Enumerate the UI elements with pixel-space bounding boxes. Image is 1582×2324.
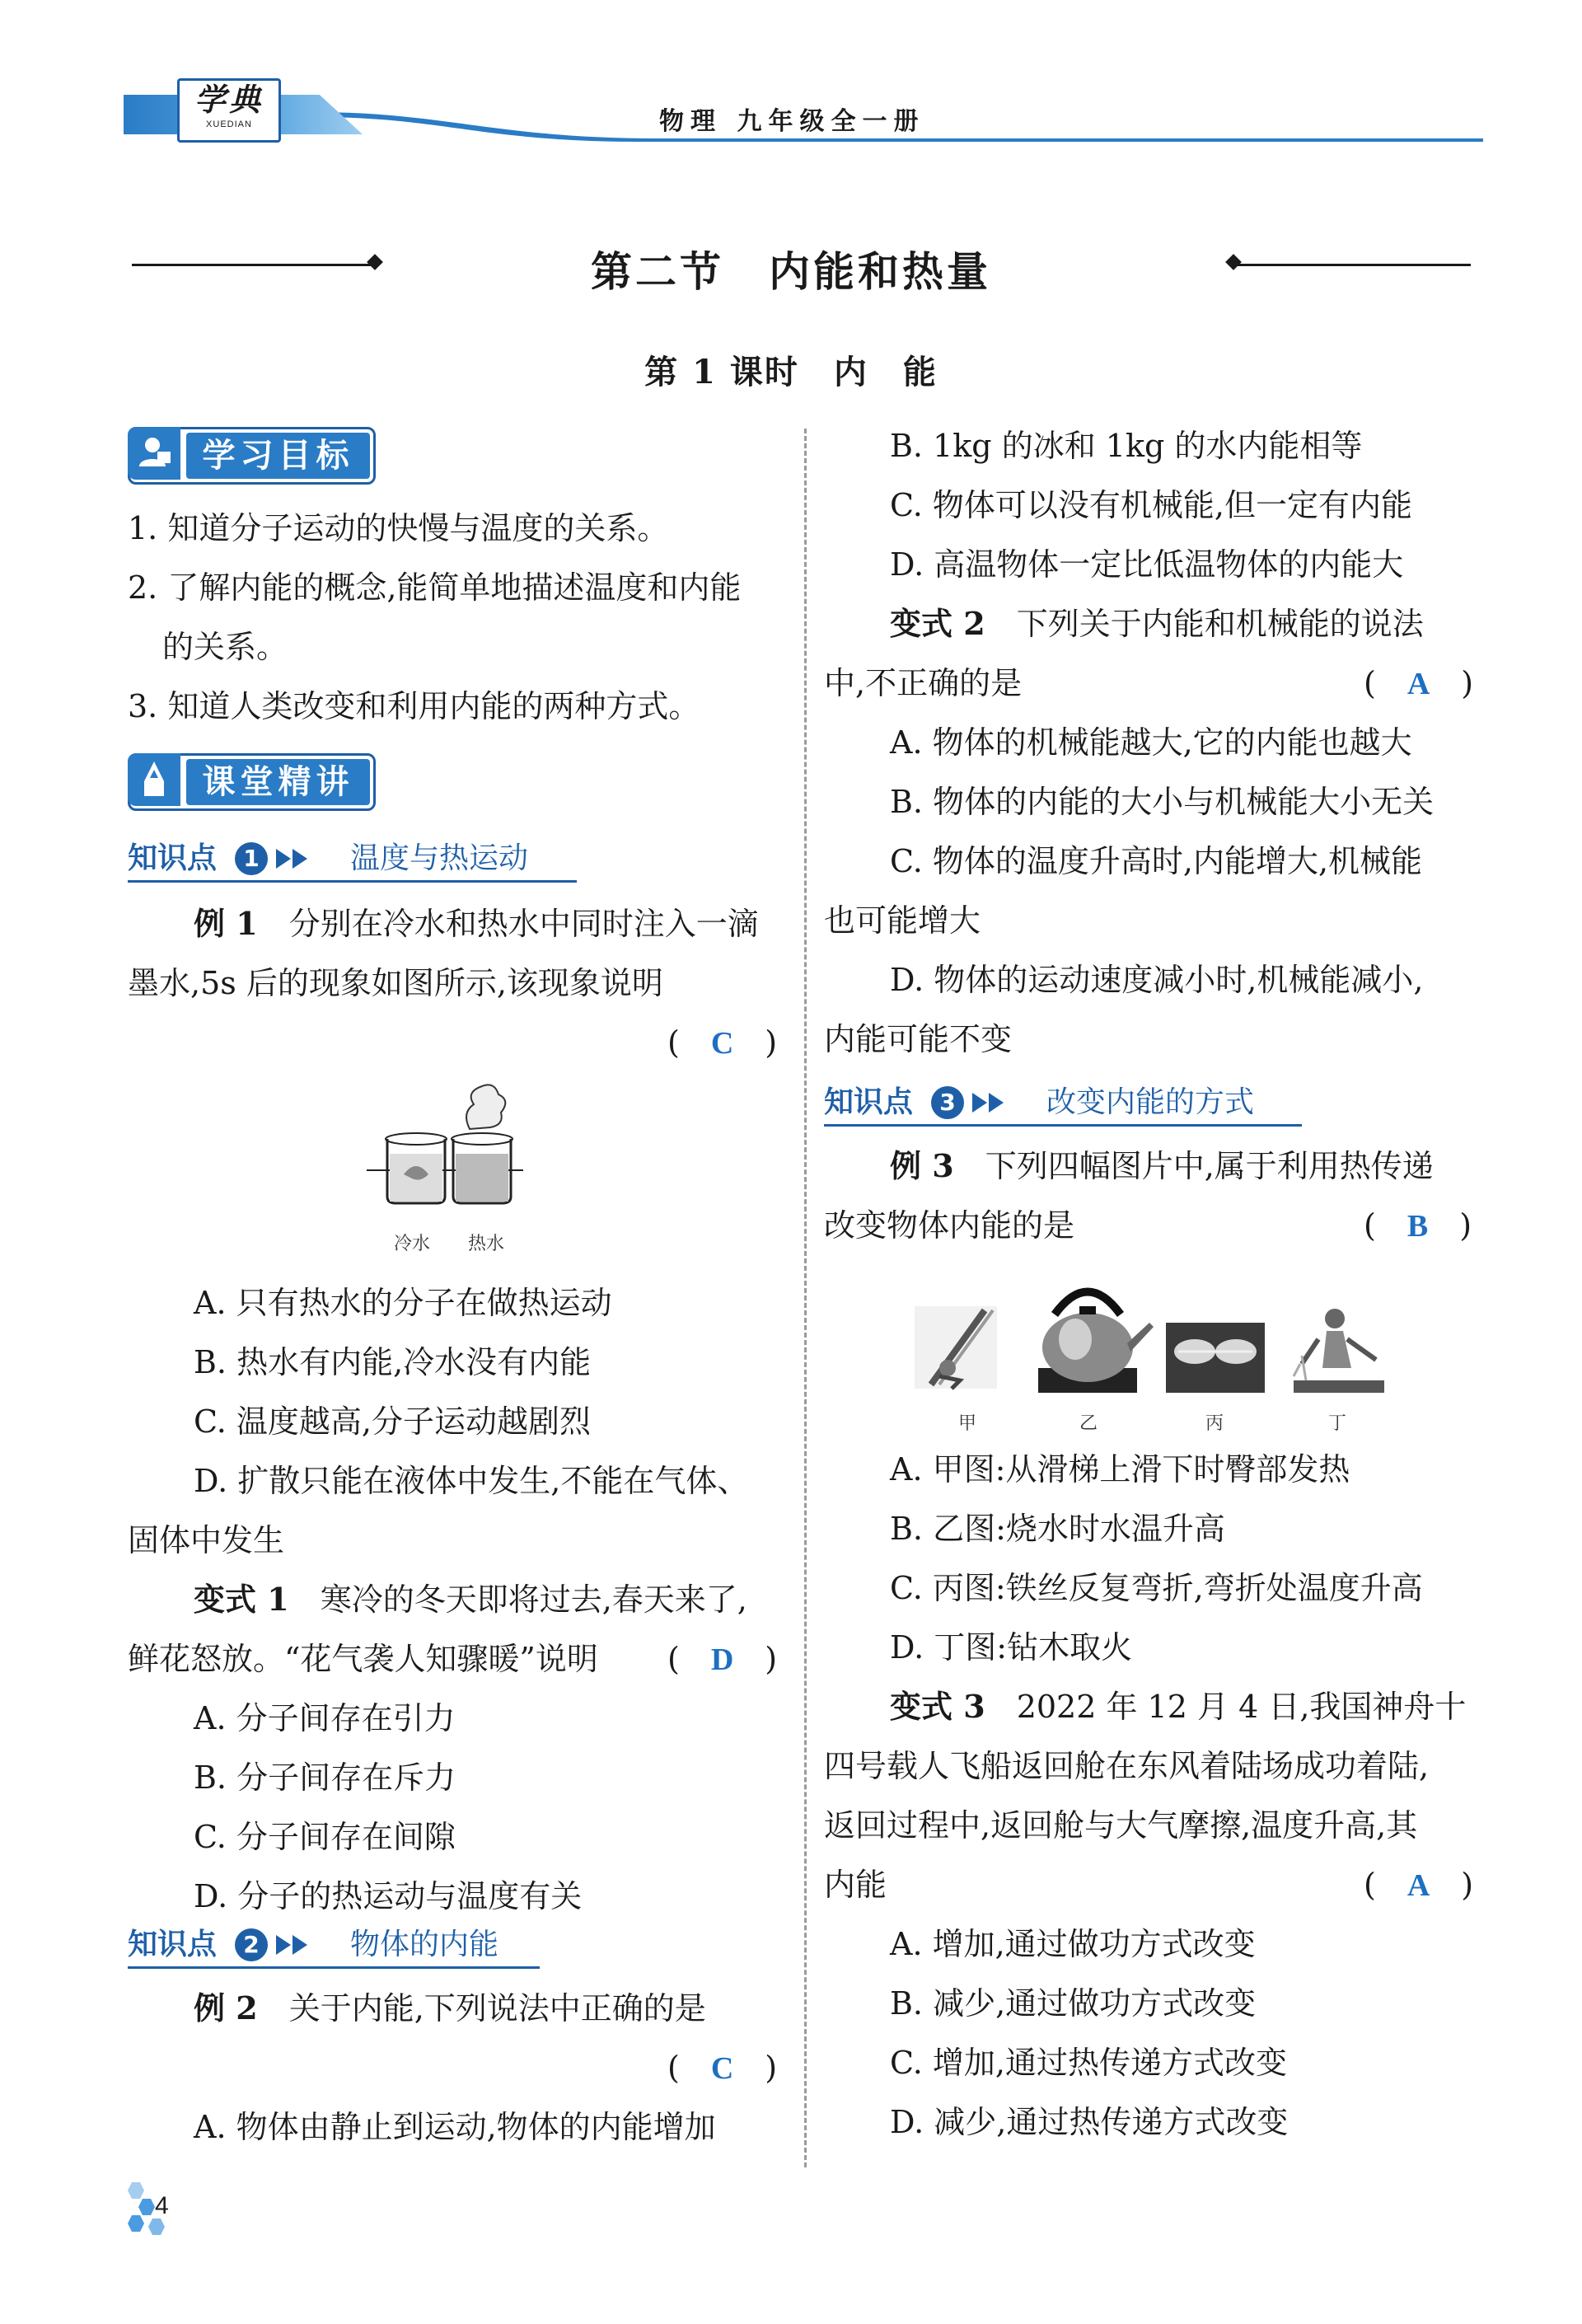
option-item: A. 甲图:从滑梯上滑下时臀部发热 (890, 1451, 1350, 1488)
logo-subtext: XUEDIAN (206, 119, 252, 129)
option-item: B. 物体的内能的大小与机械能大小无关 (890, 784, 1435, 820)
variant-3-stem-cont: 返回过程中,返回舱与大气摩擦,温度升高,其 (824, 1807, 1418, 1844)
kp-title: 温度与热运动 (350, 841, 529, 875)
example-2-stem: 例 2 关于内能,下列说法中正确的是 (194, 1989, 706, 2026)
option-item: C. 温度越高,分子运动越剧烈 (194, 1403, 591, 1440)
beakers-diagram (363, 1080, 527, 1228)
example-3-stem: 例 3 下列四幅图片中,属于利用热传递 (890, 1147, 1434, 1184)
variant-2-stem: 变式 2 下列关于内能和机械能的说法 (890, 605, 1424, 642)
option-item: D. 分子的热运动与温度有关 (194, 1878, 583, 1914)
example-1-stem: 例 1 分别在冷水和热水中同时注入一滴 (194, 905, 759, 942)
option-item: C. 分子间存在间隙 (194, 1819, 456, 1855)
column-divider (804, 429, 807, 2167)
option-item-continued: 内能可能不变 (824, 1021, 1013, 1057)
four-pictures-figure (915, 1273, 1392, 1405)
objective-item: 2. 了解内能的概念,能简单地描述温度和内能 (128, 569, 742, 606)
hex-decoration (148, 2219, 165, 2235)
page-number: 4 (155, 2192, 169, 2219)
hex-decoration (128, 2182, 144, 2199)
variant-1-stem: 变式 1 寒冷的冬天即将过去,春天来了, (194, 1581, 747, 1618)
kp-title: 改变内能的方式 (1046, 1085, 1255, 1119)
example-1-stem-cont: 墨水,5s 后的现象如图所示,该现象说明 (128, 965, 663, 1001)
objectives-label: 学习目标 (186, 433, 370, 479)
option-item: A. 分子间存在引力 (194, 1700, 456, 1736)
double-arrow-icon (971, 1091, 1009, 1114)
variant-1-stem-cont: 鲜花怒放。“花气袭人知骤暖”说明 (128, 1641, 598, 1677)
option-item: B. 减少,通过做功方式改变 (890, 1985, 1257, 2022)
double-arrow-icon (274, 847, 312, 870)
drilling-wood-picture (1294, 1309, 1384, 1393)
hex-decoration (128, 2215, 144, 2232)
double-arrow-icon (274, 1933, 312, 1956)
figure-label-cold-water: 冷水 (394, 1234, 431, 1254)
option-item: B. 分子间存在斥力 (194, 1759, 456, 1796)
bending-wire-picture (1166, 1323, 1265, 1393)
option-item: D. 减少,通过热传递方式改变 (890, 2104, 1289, 2140)
option-item: B. 1kg 的冰和 1kg 的水内能相等 (890, 428, 1363, 464)
example-1-answer: ( C ) (667, 1024, 778, 1061)
objective-item: 3. 知道人类改变和利用内能的两种方式。 (128, 688, 700, 724)
pencil-icon (128, 753, 180, 806)
option-item: A. 增加,通过做功方式改变 (890, 1926, 1256, 1962)
option-item: D. 扩散只能在液体中发生,不能在气体、 (194, 1463, 749, 1499)
figure-label-bing: 丙 (1205, 1413, 1224, 1434)
figure-label-jia: 甲 (958, 1413, 977, 1434)
kp-number-badge: 3 (931, 1086, 964, 1119)
kp-number-badge: 2 (235, 1928, 268, 1961)
knowledge-point-2-heading (128, 1925, 540, 1969)
kp-title: 物体的内能 (350, 1928, 499, 1961)
objective-item: 1. 知道分子运动的快慢与温度的关系。 (128, 510, 669, 546)
variant-2-stem-cont: 中,不正确的是 (824, 665, 1023, 701)
objective-item-continued: 的关系。 (162, 629, 288, 665)
kp-label: 知识点 (128, 841, 218, 875)
option-item: D. 丁图:钻木取火 (890, 1629, 1133, 1666)
example-3-stem-cont: 改变物体内能的是 (824, 1207, 1075, 1244)
knowledge-point-1-heading (128, 839, 577, 883)
lesson-title: 第 1 课时 内 能 (644, 353, 938, 391)
variant-3-stem-cont: 内能 (824, 1867, 887, 1903)
option-item: D. 高温物体一定比低温物体的内能大 (890, 546, 1404, 583)
option-item: C. 物体可以没有机械能,但一定有内能 (890, 487, 1412, 523)
figure-label-yi: 乙 (1079, 1413, 1098, 1434)
variant-3-answer: ( A ) (1364, 1867, 1474, 1903)
figure-label-hot-water: 热水 (468, 1234, 505, 1254)
objectives-heading (128, 427, 376, 485)
section-title: 第二节 内能和热量 (591, 247, 991, 296)
logo-text: 学典 (194, 81, 264, 118)
example-2-answer: ( C ) (667, 2050, 778, 2086)
figure-label-ding: 丁 (1328, 1413, 1347, 1434)
variant-2-answer: ( A ) (1364, 665, 1474, 701)
book-title: 物理 九年级全一册 (659, 107, 925, 136)
option-item: C. 物体的温度升高时,内能增大,机械能 (890, 843, 1423, 879)
option-item: B. 热水有内能,冷水没有内能 (194, 1344, 592, 1380)
knowledge-point-3-heading (824, 1083, 1302, 1127)
lecture-label: 课堂精讲 (186, 759, 370, 805)
variant-3-stem-cont: 四号载人飞船返回舱在东风着陆场成功着陆, (824, 1748, 1430, 1784)
kp-label: 知识点 (128, 1928, 218, 1961)
option-item: A. 物体的机械能越大,它的内能也越大 (890, 724, 1412, 761)
option-item: A. 物体由静止到运动,物体的内能增加 (194, 2109, 716, 2145)
option-item-continued: 也可能增大 (824, 902, 981, 939)
variant-3-stem: 变式 3 2022 年 12 月 4 日,我国神舟十 (890, 1688, 1467, 1725)
example-3-answer: ( B ) (1364, 1207, 1472, 1244)
variant-1-answer: ( D ) (667, 1641, 778, 1677)
kettle-picture (1038, 1292, 1154, 1394)
teacher-icon (128, 427, 180, 480)
lecture-heading (128, 753, 376, 811)
option-item: B. 乙图:烧水时水温升高 (890, 1511, 1225, 1547)
slide-picture (915, 1306, 997, 1389)
kp-label: 知识点 (824, 1085, 914, 1119)
option-item: C. 丙图:铁丝反复弯折,弯折处温度升高 (890, 1570, 1423, 1606)
kp-number-badge: 1 (235, 842, 268, 875)
option-item-continued: 固体中发生 (128, 1522, 285, 1558)
option-item: C. 增加,通过热传递方式改变 (890, 2045, 1287, 2081)
option-item: A. 只有热水的分子在做热运动 (194, 1285, 612, 1321)
publisher-logo (177, 78, 281, 143)
option-item: D. 物体的运动速度减小时,机械能减小, (890, 962, 1424, 998)
hex-decoration (138, 2199, 155, 2215)
